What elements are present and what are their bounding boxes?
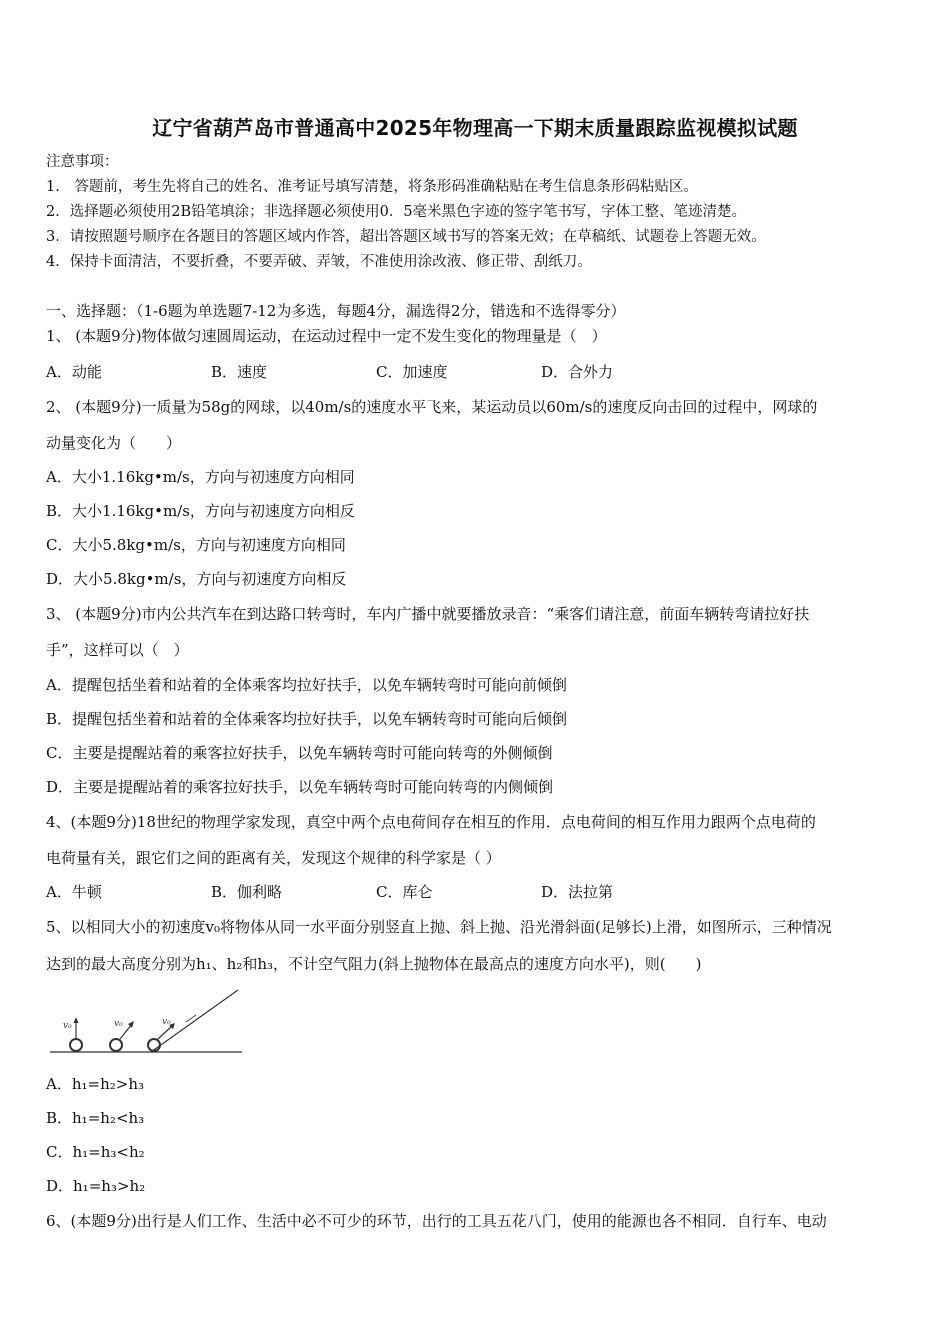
question-5-stem-cont: 达到的最大高度分别为h₁、h₂和h₃，不计空气阻力(斜上抛物体在最高点的速度方向水平)，则( ) xyxy=(46,955,702,973)
option-a[interactable]: A．提醒包括坐着和站着的全体乘客均拉好扶手，以免车辆转弯时可能向前倾倒 xyxy=(46,676,567,694)
option-c[interactable]: C．主要是提醒站着的乘客拉好扶手，以免车辆转弯时可能向转弯的外侧倾倒 xyxy=(46,744,553,762)
option-b[interactable]: B．速度 xyxy=(211,363,268,381)
question-3-stem: 3、 (本题9分)市内公共汽车在到达路口转弯时，车内广播中就要播放录音：“乘客们请注意，前面车辆转弯请拉好扶 xyxy=(46,605,810,623)
section-heading: 一、选择题：（1-6题为单选题7-12为多选，每题4分，漏选得2分，错选和不选得零分） xyxy=(46,302,626,320)
v0-label-2: v₀ xyxy=(114,1019,123,1029)
question-6-stem: 6、(本题9分)出行是人们工作、生活中必不可少的环节，出行的工具五花八门，使用的能源也各不相同．自行车、电动 xyxy=(46,1212,827,1230)
option-c[interactable]: C．大小5.8kg•m/s，方向与初速度方向相同 xyxy=(46,536,346,554)
ball-1 xyxy=(70,1039,82,1051)
question-5-stem: 5、以相同大小的初速度v₀将物体从同一水平面分别竖直上抛、斜上抛、沿光滑斜面(足够长)上滑，如图所示，三种情况 xyxy=(46,918,832,936)
notice-item: 2．选择题必须使用2B铅笔填涂；非选择题必须使用0．5毫米黑色字迹的签字笔书写，字体工整、笔迹清楚。 xyxy=(46,204,747,220)
page-title: 辽宁省葫芦岛市普通高中2025年物理高一下期末质量跟踪监视模拟试题 xyxy=(152,116,798,140)
question-4-options xyxy=(46,882,906,902)
option-d[interactable]: D．h₁=h₃>h₂ xyxy=(46,1177,146,1195)
question-4-stem-cont: 电荷量有关，跟它们之间的距离有关，发现这个规律的科学家是（ ） xyxy=(46,849,501,867)
velocity-arrow-3 xyxy=(158,1026,172,1039)
question-1-options xyxy=(46,362,906,382)
question-2-stem-cont: 动量变化为（ ） xyxy=(46,434,182,452)
question-4-stem: 4、(本题9分)18世纪的物理学家发现，真空中两个点电荷间存在相互的作用．点电荷间的相互作用力跟两个点电荷的 xyxy=(46,813,816,831)
question-2-stem: 2、 (本题9分)一质量为58g的网球，以40m/s的速度水平飞来，某运动员以60m/s的速度反向击回的过程中，网球的 xyxy=(46,398,818,416)
option-b[interactable]: B．提醒包括坐着和站着的全体乘客均拉好扶手，以免车辆转弯时可能向后倾倒 xyxy=(46,710,568,728)
option-d[interactable]: D．合外力 xyxy=(541,363,614,381)
ball-2 xyxy=(110,1039,122,1051)
v0-label-1: v₀ xyxy=(63,1021,72,1031)
option-c[interactable]: C．库仑 xyxy=(376,883,433,901)
question-3-stem-cont: 手”，这样可以（ ） xyxy=(46,641,189,659)
option-a[interactable]: A．牛顿 xyxy=(46,883,102,901)
option-c[interactable]: C．h₁=h₃<h₂ xyxy=(46,1143,145,1161)
option-a[interactable]: A．大小1.16kg•m/s，方向与初速度方向相同 xyxy=(46,468,355,486)
option-d[interactable]: D．法拉第 xyxy=(541,883,614,901)
notice-item: 4．保持卡面清洁，不要折叠，不要弄破、弄皱，不准使用涂改液、修正带、刮纸刀。 xyxy=(46,254,592,270)
option-b[interactable]: B．h₁=h₂<h₃ xyxy=(46,1109,145,1127)
option-b[interactable]: B．大小1.16kg•m/s，方向与初速度方向相反 xyxy=(46,502,355,520)
notice-item: 3．请按照题号顺序在各题目的答题区域内作答，超出答题区域书写的答案无效；在草稿纸、试题卷上答题无效。 xyxy=(46,229,766,245)
notice-heading: 注意事项： xyxy=(46,154,119,170)
question-1-stem: 1、 (本题9分)物体做匀速圆周运动，在运动过程中一定不发生变化的物理量是（ ） xyxy=(46,327,607,345)
arrowhead-1 xyxy=(74,1017,79,1023)
option-c[interactable]: C．加速度 xyxy=(376,363,448,381)
option-d[interactable]: D．大小5.8kg•m/s，方向与初速度方向相反 xyxy=(46,570,347,588)
option-b[interactable]: B．伽利略 xyxy=(211,883,283,901)
option-a[interactable]: A．h₁=h₂>h₃ xyxy=(46,1075,144,1093)
option-d[interactable]: D．主要是提醒站着的乘客拉好扶手，以免车辆转弯时可能向转弯的内侧倾倒 xyxy=(46,778,554,796)
v0-label-3: v₀ xyxy=(162,1017,171,1027)
projectile-figure xyxy=(46,986,246,1058)
option-a[interactable]: A．动能 xyxy=(46,363,102,381)
notice-item: 1. 答题前，考生先将自己的姓名、准考证号填写清楚，将条形码准确粘贴在考生信息条形码粘贴区。 xyxy=(46,179,698,195)
